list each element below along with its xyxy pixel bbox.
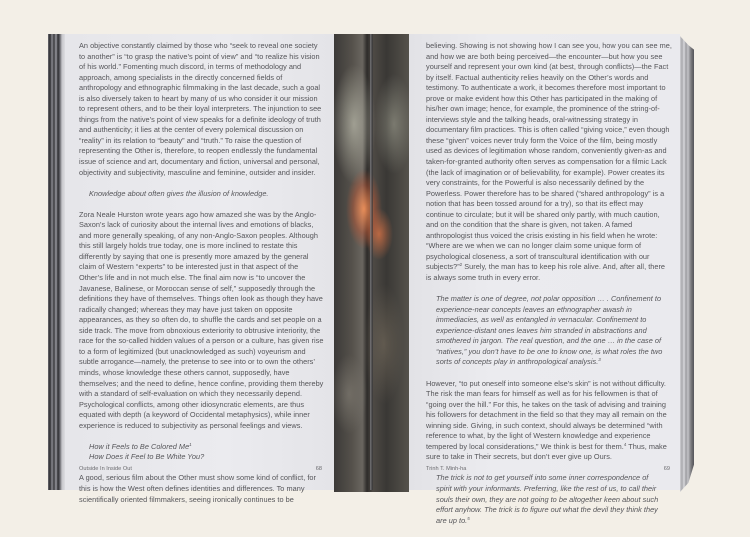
left-page <box>65 34 334 504</box>
body-paragraph: However, “to put oneself into someone else’s skin” is not without difficulty. The risk the man fears for himself as well as for his fellowmen is that of “going over the hill.” For this, he takes on the task of advising and training his followers for detachment in the field so that they may all remain on the winning side. Giving, in such context, should always be determined “with reference to what, by the light of Western knowledge and experience tempered by local considerations,” We think is best for them.$^4$ Thus, make sure to take in Their secrets, but don’t ever give up Ours. <box>426 378 667 462</box>
running-title: Outside In Inside Out <box>79 466 132 472</box>
open-book <box>48 34 690 525</box>
body-paragraph: believing. Showing is not showing how I can see you, how you can see me, and how we are both being perceived—the encounter—but how you see yourself and represent your own kind (at best, through conflicts)—the Fact by itself. Factual authenticity relies heavily on the Other’s words and testimony. To authenticate a work, it becomes therefore most important to prove or make evident how this Other has participated in the making of his/her own image; hence, for example, the prominence of the string-of-interviews style and the talking heads, oral-witnessing strategy in documentary film practices. This is often called “giving voice,” even though these “given” voices never truly form the Voice of the film, being mostly used as devices of legitimation whose random, conveniently given-as and taken-for-granted authority often serves as compensation for a filmic Lack (the lack of imagination or of believability, for example). Power creates its very constraints, for the Powerful is also necessarily defined by the Powerless. Power therefore has to be shared (“shared anthropology” is a notion that has been tossed around for a try), so that its effect may continue to circulate; but it will be shared only partly, with much caution, and on the condition that the share is given, not taken. A famed anthropologist thus voiced the crisis existing in his field when he wrote: “Where are we when we can no longer claim some unique form of psychological closeness, a sort of transcultural identification with our subjects?”$^2$ Surely, the man has to keep his role alive. And, after all, there is always some truth in every error. <box>426 41 672 283</box>
left-page-footer <box>79 464 322 475</box>
left-page-body <box>79 41 324 516</box>
right-page-body <box>426 41 672 537</box>
right-page-footer <box>426 464 670 475</box>
gutter-image <box>334 34 409 492</box>
body-paragraph: A good, serious film about the Other must show some kind of conflict, for this is how the West often defines identities and differences. To many scientifically oriented filmmakers, seeing ironically continues to be <box>79 473 316 504</box>
footnote-marker: 3 <box>598 357 601 363</box>
footnote-marker: 4 <box>623 441 627 447</box>
page-number: 69 <box>663 466 670 472</box>
book-spine-fold <box>370 34 373 490</box>
epigraph: Knowledge about often gives the illusion of knowledge. <box>89 188 269 198</box>
quote-line: How it Feels to Be Colored Me$^1$ <box>89 441 192 451</box>
footnote-marker: 1 <box>189 441 192 447</box>
body-paragraph: An objective constantly claimed by those who “seek to reveal one society to another” is “to grasp the native’s point of view” and “to realize his vision of his world.” Fomenting much discord, in terms of methodology and approach, among specialists in the directly concerned fields of anthropology and ethnographic filmmaking in the last decade, such a goal is also diversely taken to heart by many of us who consider it our mission to represent others, and to be their loyal interpreters. The injunction to see things from the native’s point of view speaks for a definite ideology of truth and authenticity; it lies at the center of every polemical discussion on “reality” in its relation to “beauty” and “truth.” To raise the question of representing the Other is, therefore, to reopen endlessly the fundamental issue of science and art, documentary and fiction, universal and personal, objectivity and subjectivity, masculine and feminine, outsider and insider. <box>79 41 322 177</box>
body-paragraph: Zora Neale Hurston wrote years ago how amazed she was by the Anglo-Saxon’s lack of curiosity about the internal lives and emotions of blacks, and more generally speaking, of any non-Anglo-Saxon peoples. Although this still largely holds true today, one is more inclined to restate this differently by saying that one is presently more amazed by the general claim of Western “experts” to be interested just in that aspect of the Other’s life and in not much else. The final aim now is “to uncover the Javanese, Balinese, or Moroccan sense of self,” supposedly through the definitions they have of themselves. Things often look as though they have radically changed; whereas they may have just taken on opposite appearances, as they so often do, to shuffle the cards and set people on a side track. The move from obnoxious exteriority to obtrusive interiority, the race for the so-called hidden values of a person or a culture, has given rise to a form of legitimized (but unacknowledged as such) voyeurism and subtle arrogance—namely, the pretense to see into or to own the others’ minds, whose knowledge these others cannot, supposedly, have themselves; and the need to define, hence confine, providing them thereby with a standard of self-evaluation on which they necessarily depend. Psychological conflicts, among other idiosyncratic elements, are thus equated with depth (a keyword of Occidental metaphysics), while inner experience is reduced to subjectivity as personal feelings and views. <box>79 209 324 430</box>
footnote-marker: 5 <box>467 515 470 521</box>
block-quote: The trick is not to get yourself into some inner correspondence of spirit with your informants. Preferring, like the rest of us, to call their souls their own, they are not going to be altogether keen about such effort anyhow. The trick is to figure out what the devil they think they are up to.$^5$ <box>436 473 659 525</box>
footnote-marker: 2 <box>459 262 463 268</box>
quote-line: How Does it Feel to Be White You? <box>89 452 205 462</box>
right-page <box>409 34 680 525</box>
block-quote: The matter is one of degree, not polar opposition … . Confinement to experience-near concepts leaves an ethnographer awash in immediacies, as well as entangled in vernacular. Confinement to experience-distant ones leaves him stranded in abstractions and smothered in jargon. The real question, and the one … in the case of “natives,” you don’t have to be one to know one, is what roles the two sorts of concepts play in anthropological analysis.$^3$ <box>436 294 663 367</box>
running-author: Trinh T. Minh-ha <box>426 466 467 472</box>
book-left-page-edges <box>48 34 65 490</box>
quote-block <box>79 442 324 463</box>
book-right-page-edges <box>680 36 694 492</box>
page-number: 68 <box>315 466 322 472</box>
